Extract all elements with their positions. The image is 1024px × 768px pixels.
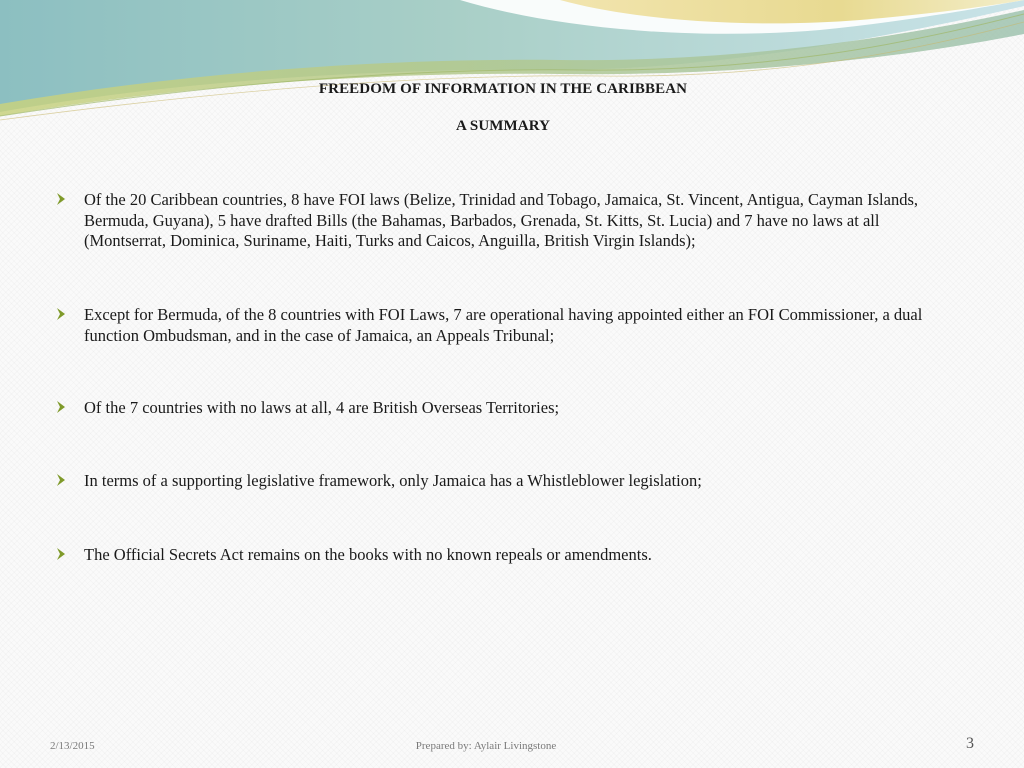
bullet-text: In terms of a supporting legislative framework, only Jamaica has a Whistleblower legislation; <box>84 471 702 490</box>
bullet-text: Of the 20 Caribbean countries, 8 have FOI laws (Belize, Trinidad and Tobago, Jamaica, St. Vincent, Antigua, Cayman Islands, Bermuda, Guyana), 5 have drafted Bills (the Bahamas, Barbados, Grenada, St. Kitts, St. Lucia) and 7 have no laws at all (Montserrat, Dominica, Suriname, Haiti, Turks and Caicos, Anguilla, British Virgin Islands); <box>84 190 918 250</box>
bullet-item-foi-laws <box>54 190 954 252</box>
page-number: 3 <box>966 735 974 752</box>
arrow-bullet-icon <box>54 306 68 322</box>
footer-author: Prepared by: Aylair Livingstone <box>415 740 557 752</box>
bullet-item-official-secrets <box>54 545 954 566</box>
slide-subtitle: A SUMMARY <box>455 118 551 134</box>
footer-date: 2/13/2015 <box>50 740 95 752</box>
bullet-item-overseas-territories <box>54 398 954 419</box>
arrow-bullet-icon <box>54 546 68 562</box>
bullet-text: Of the 7 countries with no laws at all, 4 are British Overseas Territories; <box>84 398 560 417</box>
arrow-bullet-icon <box>54 472 68 488</box>
arrow-bullet-icon <box>54 399 68 415</box>
arrow-bullet-icon <box>54 191 68 207</box>
bullet-text: Except for Bermuda, of the 8 countries with FOI Laws, 7 are operational having appointed either an FOI Commissioner, a dual function Ombudsman, and in the case of Jamaica, an Appeals Tribunal; <box>84 305 923 345</box>
bullet-item-whistleblower <box>54 471 954 492</box>
bullet-item-operational <box>54 305 954 346</box>
slide-title: FREEDOM OF INFORMATION IN THE CARIBBEAN <box>318 81 688 97</box>
bullet-text: The Official Secrets Act remains on the books with no known repeals or amendments. <box>84 545 652 564</box>
header-wave-decoration <box>0 0 1024 130</box>
